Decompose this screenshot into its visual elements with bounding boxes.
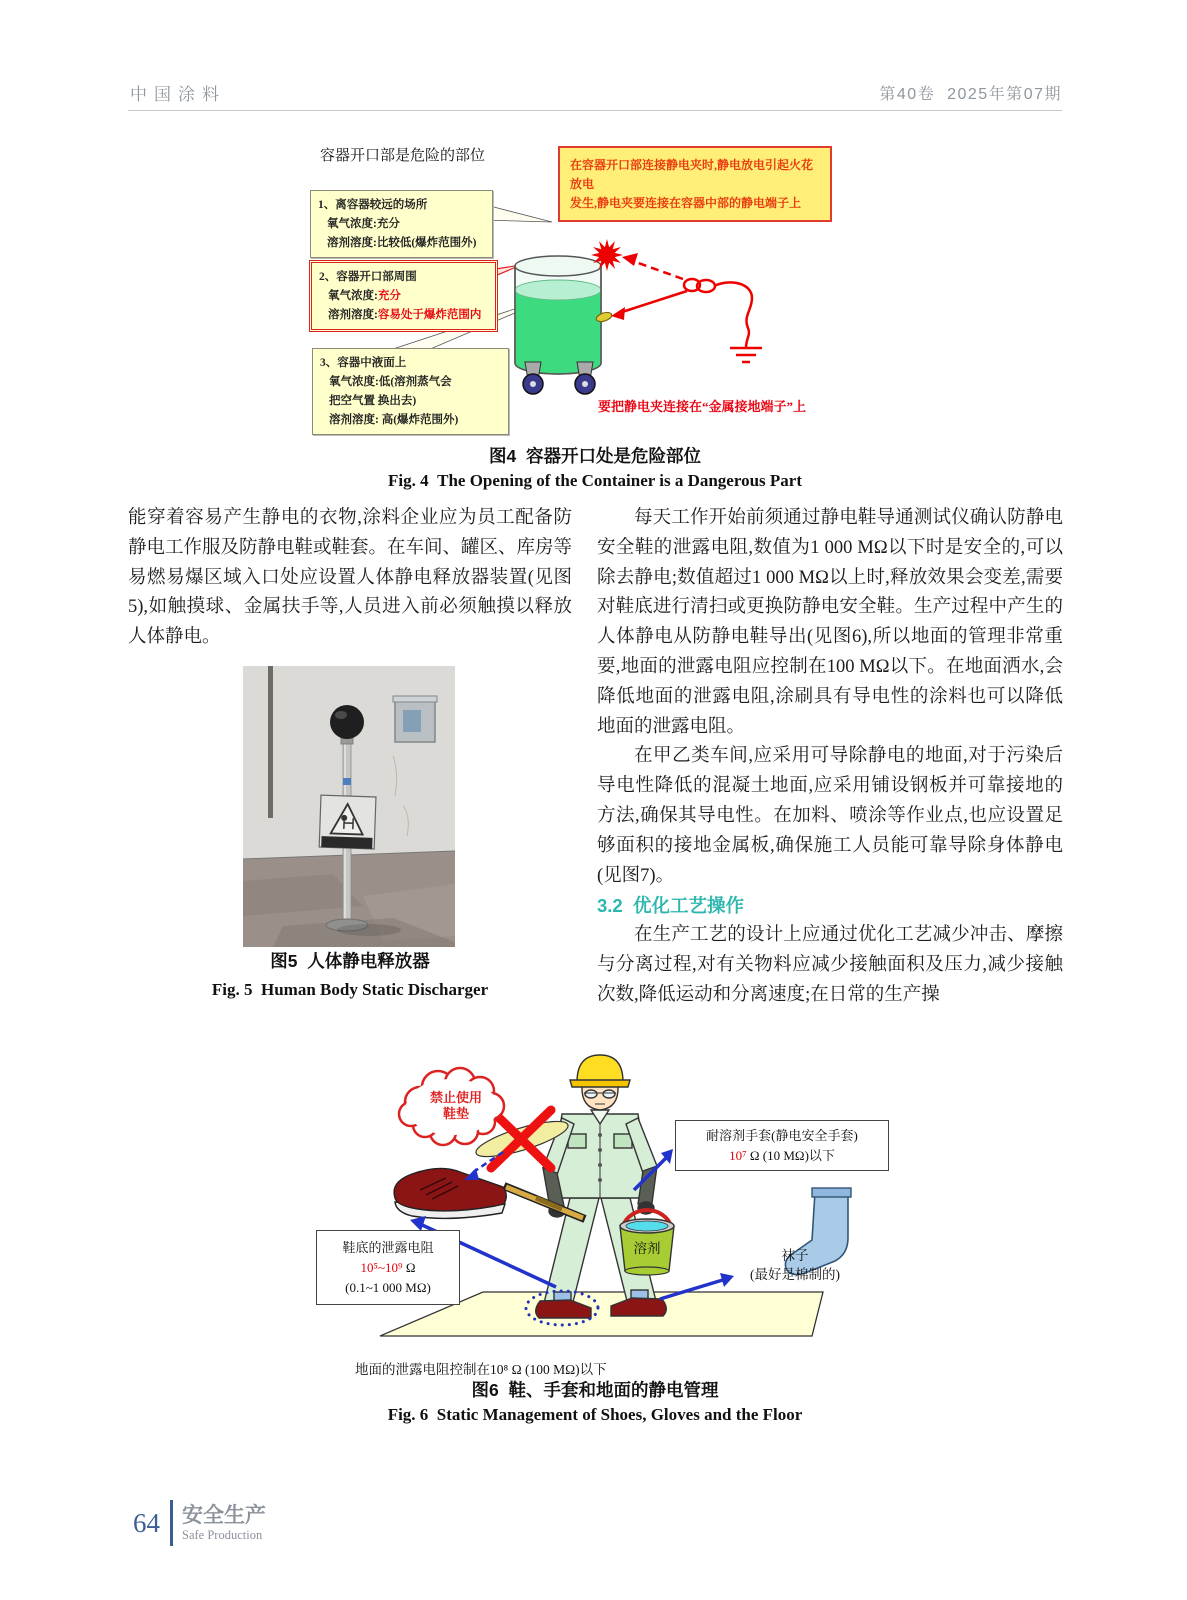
condition-box-1	[310, 190, 493, 258]
issue-info: 第40卷 2025年第07期	[879, 86, 1062, 103]
sock-label-line2: (最好是棉制的)	[750, 1267, 840, 1282]
figure4-caption-zh: 图4 容器开口处是危险部位	[489, 446, 701, 466]
ground-clip-note: 要把静电夹连接在“金属接地端子”上	[598, 399, 807, 414]
page-footer	[133, 1500, 266, 1546]
box2-line2-value: 充分	[377, 290, 401, 302]
dashed-arrow	[622, 253, 683, 279]
glove-box-value-line	[678, 1146, 886, 1166]
cloud-line2: 鞋垫	[442, 1106, 469, 1121]
right-paragraph-3: 在生产工艺的设计上应通过优化工艺减少冲击、摩擦与分离过程,对有关物料应减少接触面积及压力,减少接触次数,降低运动和分离速度;在日常的生产操	[597, 925, 1063, 1005]
warning-line: 在容器开口部连接静电夹时,静电放电引起火花放电	[570, 158, 814, 191]
box2-line3-value: 容易处于爆炸范围内	[377, 309, 482, 321]
figure5-photo	[243, 666, 455, 947]
figure4-warning-box	[558, 146, 832, 222]
worker-graphic	[536, 1055, 667, 1318]
journal-name: 中国涂料	[130, 85, 226, 104]
section-heading-3-2: 3.2 优化工艺操作	[597, 895, 744, 917]
condition-box-3	[312, 348, 509, 435]
warning-sign	[319, 795, 376, 849]
box1-line3: 溶剂溶度:比较低(爆炸范围外)	[327, 237, 477, 249]
sock-cuff	[812, 1188, 851, 1197]
shoe-resistance-value: 10⁵~10⁹	[360, 1260, 403, 1275]
box2-line3-label: 溶剂溶度:	[328, 309, 378, 321]
figure4-diagram	[300, 138, 835, 440]
page-number: 64	[133, 1507, 160, 1538]
box3-line4: 溶剂溶度: 高(爆炸范围外)	[329, 414, 459, 426]
figure4-caption-en: Fig. 4 The Opening of the Container is a Dangerous Part	[388, 471, 802, 490]
left-column-paragraph: 能穿着容易产生静电的衣物,涂料企业应为员工配备防静电工作服及防静电鞋或鞋套。在车间、罐区、库房等易燃易爆区域入口处应设置人体静电释放器装置(见图5),如触摸球、金属扶手等,人员进入前必须触摸以释放人体静电。	[128, 508, 573, 648]
bucket-label: 溶剂	[633, 1241, 661, 1256]
box2-line2-label: 氧气浓度:	[328, 290, 378, 302]
right-column	[597, 504, 1063, 1011]
wall-pipe	[268, 666, 273, 818]
figure4-inner-title: 容器开口部是危险的部位	[320, 148, 486, 164]
wall-box	[393, 696, 437, 742]
floor-resistance-note: 地面的泄露电阻控制在10⁸ Ω (100 MΩ)以下	[355, 1362, 607, 1377]
cloud-label	[410, 1090, 502, 1122]
box2-line2	[319, 287, 489, 306]
figure5-caption-zh: 图5 人体静电释放器	[270, 951, 430, 971]
figure6-caption-en: Fig. 6 Static Management of Shoes, Gloves and the Floor	[387, 1405, 803, 1424]
right-paragraph-2: 在甲乙类车间,应采用可导除静电的地面,对于污染后导电性降低的混凝土地面,应采用铺设钢板并可靠接地的方法,确保其导电性。在加料、喷涂等作业点,也应设置足够面积的接地金属板,确保施工人员能可靠导除身体静电(见图7)。	[597, 746, 1063, 886]
shoe-box-title: 鞋底的泄露电阻	[342, 1240, 434, 1255]
shoe-label-box	[316, 1230, 460, 1305]
touch-ball-icon	[330, 705, 364, 739]
figure6-diagram	[300, 1040, 890, 1358]
ground-wire-graphic	[684, 279, 762, 362]
footer-section-en: Safe Production	[182, 1527, 263, 1542]
shoe-resistance-unit: Ω	[402, 1260, 416, 1275]
header-rule	[128, 110, 1062, 111]
container-graphic	[515, 256, 613, 394]
figure6-drawing	[300, 1040, 890, 1358]
sock-label-line1: 袜子	[781, 1248, 809, 1263]
footer-section-zh: 安全生产	[182, 1503, 266, 1527]
box1-line1: 1、离容器较远的场所	[318, 199, 428, 211]
shoe-box-range: (0.1~1 000 MΩ)	[345, 1280, 431, 1295]
figure6-caption-zh: 图6 鞋、手套和地面的静电管理	[471, 1380, 719, 1400]
shoe-box-value-line	[319, 1258, 457, 1278]
sock-label	[725, 1246, 865, 1284]
solvent-bucket	[620, 1210, 674, 1275]
condition-box-2	[309, 260, 498, 332]
solid-arrow	[611, 291, 687, 320]
box3-line1: 3、容器中液面上	[320, 357, 407, 369]
box3-line3: 把空气置 换出去)	[329, 395, 417, 407]
footer-divider	[170, 1500, 173, 1546]
box2-line1: 2、容器开口部周围	[319, 271, 417, 283]
box1-line2: 氧气浓度:充分	[327, 218, 400, 230]
static-discharger-photo	[243, 666, 455, 947]
antistatic-shoe	[394, 1168, 506, 1218]
glove-label-box	[675, 1120, 889, 1171]
right-paragraph-1: 每天工作开始前须通过静电鞋导通测试仪确认防静电安全鞋的泄露电阻,数值为1 000 MΩ以下时是安全的,可以除去静电;数值超过1 000 MΩ以上时,释放效果会变差,需要对鞋底进行清扫或更换防静电安全鞋。生产过程中产生的人体静电从防静电鞋导出(见图6),所以地面的管理非常重要,地面的泄露电阻应控制在100 MΩ以下。在地面洒水,会降低地面的泄露电阻,涂刷具有导电性的涂料也可以降低地面的泄露电阻。	[597, 508, 1063, 737]
figure5-caption-en: Fig. 5 Human Body Static Discharger	[211, 980, 489, 999]
footer-section	[182, 1504, 266, 1543]
glove-resistance-value: 10⁷	[729, 1148, 747, 1163]
glove-box-title: 耐溶剂手套(静电安全手套)	[706, 1128, 858, 1143]
warning-line: 发生,静电夹要连接在容器中部的静电端子上	[570, 196, 802, 210]
box2-line3	[319, 306, 489, 325]
box3-line2: 氧气浓度:低(溶剂蒸气会	[329, 376, 452, 388]
glove-resistance-unit: Ω (10 MΩ)以下	[746, 1148, 835, 1163]
helmet-icon	[577, 1055, 623, 1082]
cloud-line1: 禁止使用	[429, 1090, 482, 1105]
